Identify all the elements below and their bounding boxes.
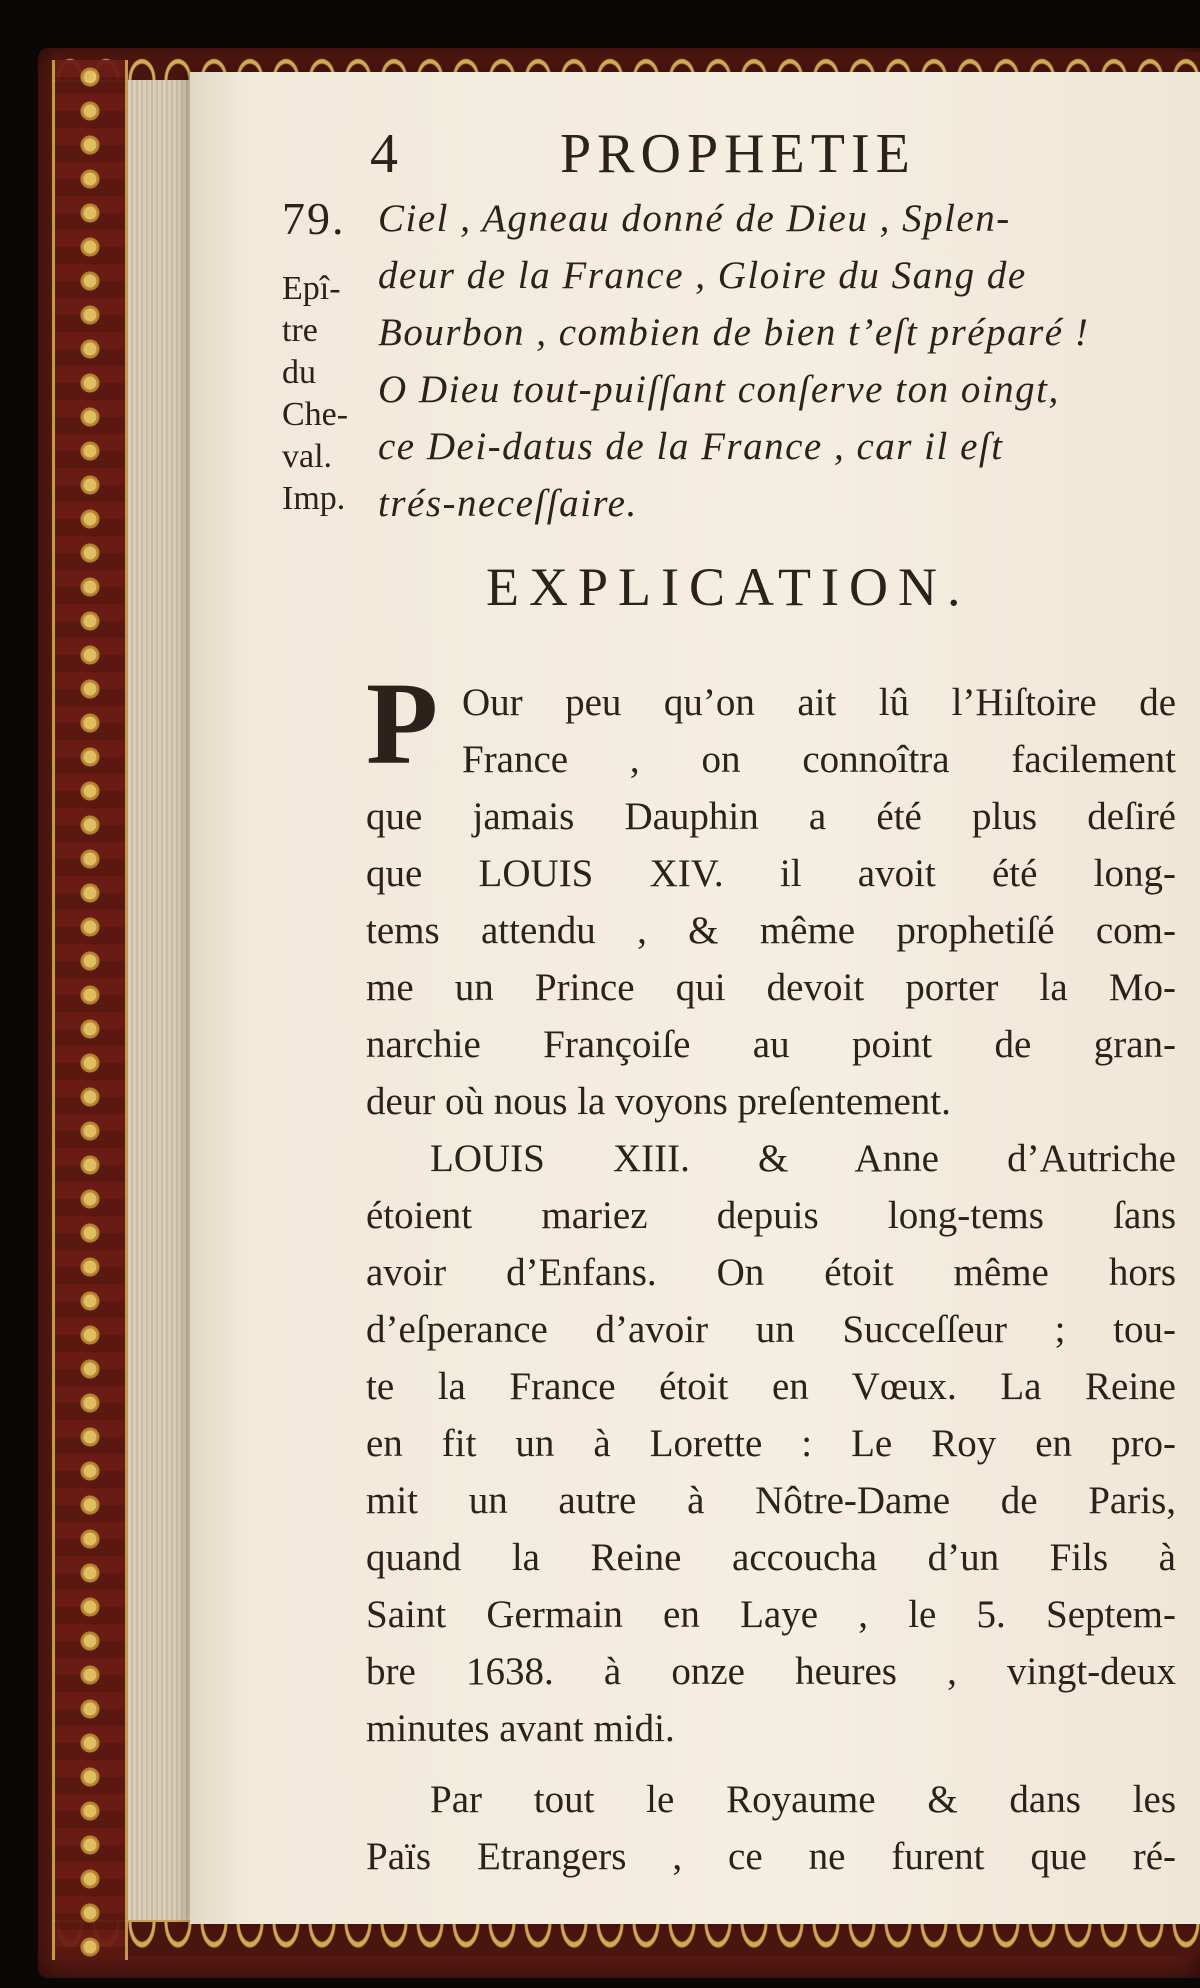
paragraph-lead: [366, 658, 1176, 789]
body-line: tems attendu , & même prophetiſé com-: [366, 909, 1176, 952]
entry-number: 79.: [282, 193, 346, 244]
prophecy-text: [378, 190, 1200, 532]
prophecy-line: ce Dei-datus de la France , car il eſt: [378, 425, 1004, 468]
marginal-line: Epî-: [282, 270, 341, 307]
body-line: me un Prince qui devoit porter la Mo-: [366, 966, 1176, 1009]
body-line: bre 1638. à onze heures , vingt-deux: [366, 1650, 1176, 1693]
paragraph-3: [366, 1771, 1176, 1885]
running-title: PROPHETIE: [560, 123, 916, 185]
marginal-note: [282, 268, 372, 520]
gilt-border-spine: [52, 60, 128, 1960]
body-line: te la France étoit en Vœux. La Reine: [366, 1365, 1176, 1408]
body-line: Païs Etrangers , ce ne furent que ré-: [366, 1835, 1176, 1878]
body-line: que LOUIS XIV. il avoit été long-: [366, 852, 1176, 895]
body-line: mit un autre à Nôtre-Dame de Paris,: [366, 1479, 1176, 1522]
marginal-line: Imp.: [282, 480, 346, 517]
prophecy-line: Bourbon , combien de bien t’eſt préparé !: [378, 311, 1090, 354]
body-line: France , on connoîtra facilement: [462, 738, 1176, 781]
prophecy-line: deur de la France , Gloire du Sang de: [378, 254, 1027, 297]
body-line: minutes avant midi.: [366, 1707, 675, 1750]
marginal-line: Che-: [282, 396, 349, 433]
body-line: LOUIS XIII. & Anne d’Autriche: [430, 1137, 1176, 1180]
page-number: 4: [370, 123, 404, 185]
prophecy-line: trés-neceſſaire.: [378, 482, 638, 525]
body-line: Par tout le Royaume & dans les: [430, 1778, 1176, 1821]
marginal-line: val.: [282, 438, 333, 475]
marginal-line: du: [282, 354, 316, 391]
body-line: en fit un à Lorette : Le Roy en pro-: [366, 1422, 1176, 1465]
body-line: avoir d’Enfans. On étoit même hors: [366, 1251, 1176, 1294]
body-line: Saint Germain en Laye , le 5. Septem-: [366, 1593, 1176, 1636]
paragraph-1: [366, 788, 1176, 1130]
paragraph-2: [366, 1130, 1176, 1757]
body-line: deur où nous la voyons preſentement.: [366, 1080, 951, 1123]
prophecy-line: O Dieu tout-puiſſant conſerve ton oingt,: [378, 368, 1060, 411]
body-line: d’eſperance d’avoir un Succeſſeur ; tou-: [366, 1308, 1176, 1351]
marginal-line: tre: [282, 312, 318, 349]
prophecy-line: Ciel , Agneau donné de Dieu , Splen-: [378, 197, 1011, 240]
body-line: quand la Reine accoucha d’un Fils à: [366, 1536, 1176, 1579]
section-heading: EXPLICATION.: [486, 557, 971, 617]
gilt-border-bottom: [52, 1920, 1200, 1956]
explication-body: [366, 658, 1176, 1885]
body-line: Our peu qu’on ait lû l’Hiſtoire de: [462, 681, 1176, 724]
body-line: que jamais Dauphin a été plus deſiré: [366, 795, 1176, 838]
drop-cap: P: [366, 658, 439, 789]
body-line: narchie Françoiſe au point de gran-: [366, 1023, 1176, 1066]
body-line: étoient mariez depuis long-tems ſans: [366, 1194, 1176, 1237]
